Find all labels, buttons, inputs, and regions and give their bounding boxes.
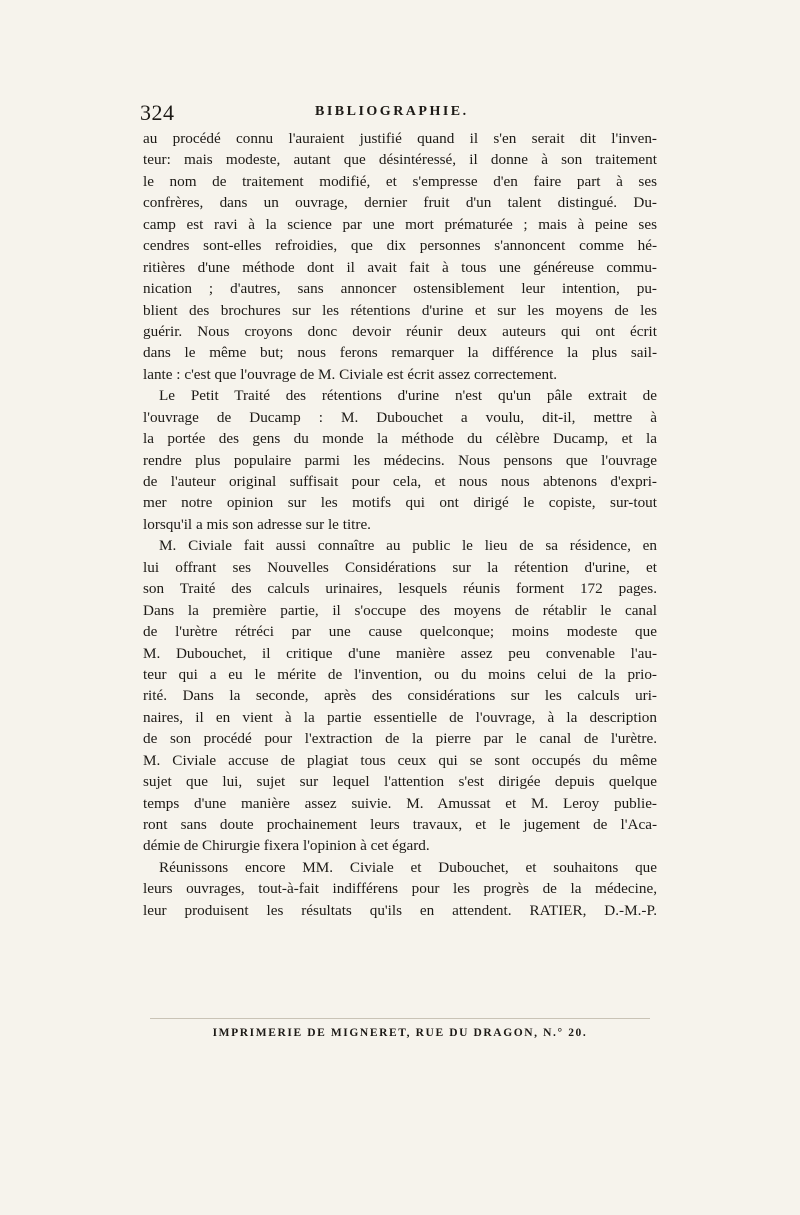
text-line: Le Petit Traité des rétentions d'urine n'est qu'un pâle extrait de [159, 387, 657, 405]
text-line: leur produisent les résultats qu'ils en attendent. [143, 901, 512, 919]
text-line: la portée des gens du monde la méthode du célèbre Ducamp, et la [143, 430, 657, 448]
text-line: rendre plus populaire parmi les médecins. Nous pensons que l'ouvrage [143, 451, 657, 469]
text-line: naires, il en vient à la partie essentielle de l'ouvrage, à la description [143, 708, 657, 726]
page-number: 324 [140, 100, 175, 125]
text-line: Dans la première partie, il s'occupe des moyens de rétablir le canal [143, 601, 657, 619]
text-line: ritières d'une méthode dont il avait fait à tous une généreuse commu- [143, 258, 657, 276]
text-line: M. Civiale accuse de plagiat tous ceux qui se sont occupés du même [143, 751, 657, 769]
text-line: camp est ravi à la science par une mort prématurée ; mais à peine ses [143, 215, 657, 233]
text-line: leurs ouvrages, tout-à-fait indifférens pour les progrès de la médecine, [143, 880, 657, 898]
text-line: de son procédé pour l'extraction de la pierre par le canal de l'urètre. [143, 730, 657, 748]
text-line: de l'auteur original suffisait pour cela, et nous nous abtenons d'expri- [143, 473, 657, 490]
author-signature: RATIER, D.-M.-P. [529, 901, 657, 919]
text-line: blient des brochures sur les rétentions d'urine et sur les moyens de les [143, 301, 657, 319]
text-line: le nom de traitement modifié, et s'empresse d'en faire part à ses [143, 172, 657, 190]
text-line: confrères, dans un ouvrage, dernier fruit d'un talent distingué. Du- [143, 194, 657, 212]
text-line: teur qui a eu le mérite de l'invention, ou du moins celui de la prio- [143, 665, 657, 683]
text-line: l'ouvrage de Ducamp : M. Dubouchet a voulu, dit-il, mettre à [143, 408, 657, 426]
text-line: temps d'une manière assez suivie. M. Amussat et M. Leroy publie- [143, 794, 657, 812]
footer-rule [150, 1018, 650, 1019]
text-line: lante : c'est que l'ouvrage de M. Civiale est écrit assez correctement. [143, 365, 558, 383]
text-line: mer notre opinion sur les motifs qui ont dirigé le copiste, sur-tout [143, 494, 657, 512]
text-line: lorsqu'il a mis son adresse sur le titre. [143, 515, 371, 533]
page-header [140, 100, 660, 126]
text-line: sujet que lui, sujet sur lequel l'attention s'est dirigée depuis quelque [143, 773, 657, 791]
text-line: rité. Dans la seconde, après des considérations sur les calculs uri- [143, 687, 657, 705]
text-line: dans le même but; nous ferons remarquer la différence la plus sail- [143, 344, 657, 362]
text-line: Réunissons encore MM. Civiale et Dubouchet, et souhaitons que [159, 858, 657, 876]
text-line: démie de Chirurgie fixera l'opinion à cet égard. [143, 837, 430, 855]
text-line: ront sans doute prochainement leurs travaux, et le jugement de l'Aca- [143, 816, 657, 833]
text-line: son Traité des calculs urinaires, lesquels réunis forment 172 pages. [143, 580, 657, 598]
text-line: lui offrant ses Nouvelles Considérations sur la rétention d'urine, et [143, 558, 657, 576]
printer-imprint: IMPRIMERIE DE MIGNERET, RUE DU DRAGON, N.° 20. [212, 1027, 588, 1039]
signature-line [143, 900, 657, 921]
body-text [143, 128, 657, 921]
running-head: BIBLIOGRAPHIE. [315, 104, 469, 119]
text-line: M. Dubouchet, il critique d'une manière assez peu convenable l'au- [143, 644, 657, 662]
text-line: guérir. Nous croyons donc devoir réunir deux auteurs qui ont écrit [143, 322, 657, 340]
text-line: nication ; d'autres, sans annoncer ostensiblement leur intention, pu- [143, 280, 657, 298]
text-line: cendres sont-elles refroidies, que dix personnes s'annoncent comme hé- [143, 237, 657, 255]
text-line: de l'urètre rétréci par une cause quelconque; moins modeste que [143, 623, 657, 641]
text-line: M. Civiale fait aussi connaître au public le lieu de sa résidence, en [159, 537, 657, 555]
text-line: au procédé connu l'auraient justifié quand il s'en serait dit l'inven- [143, 130, 657, 147]
text-line: teur: mais modeste, autant que désintéressé, il donne à son traitement [143, 151, 657, 169]
